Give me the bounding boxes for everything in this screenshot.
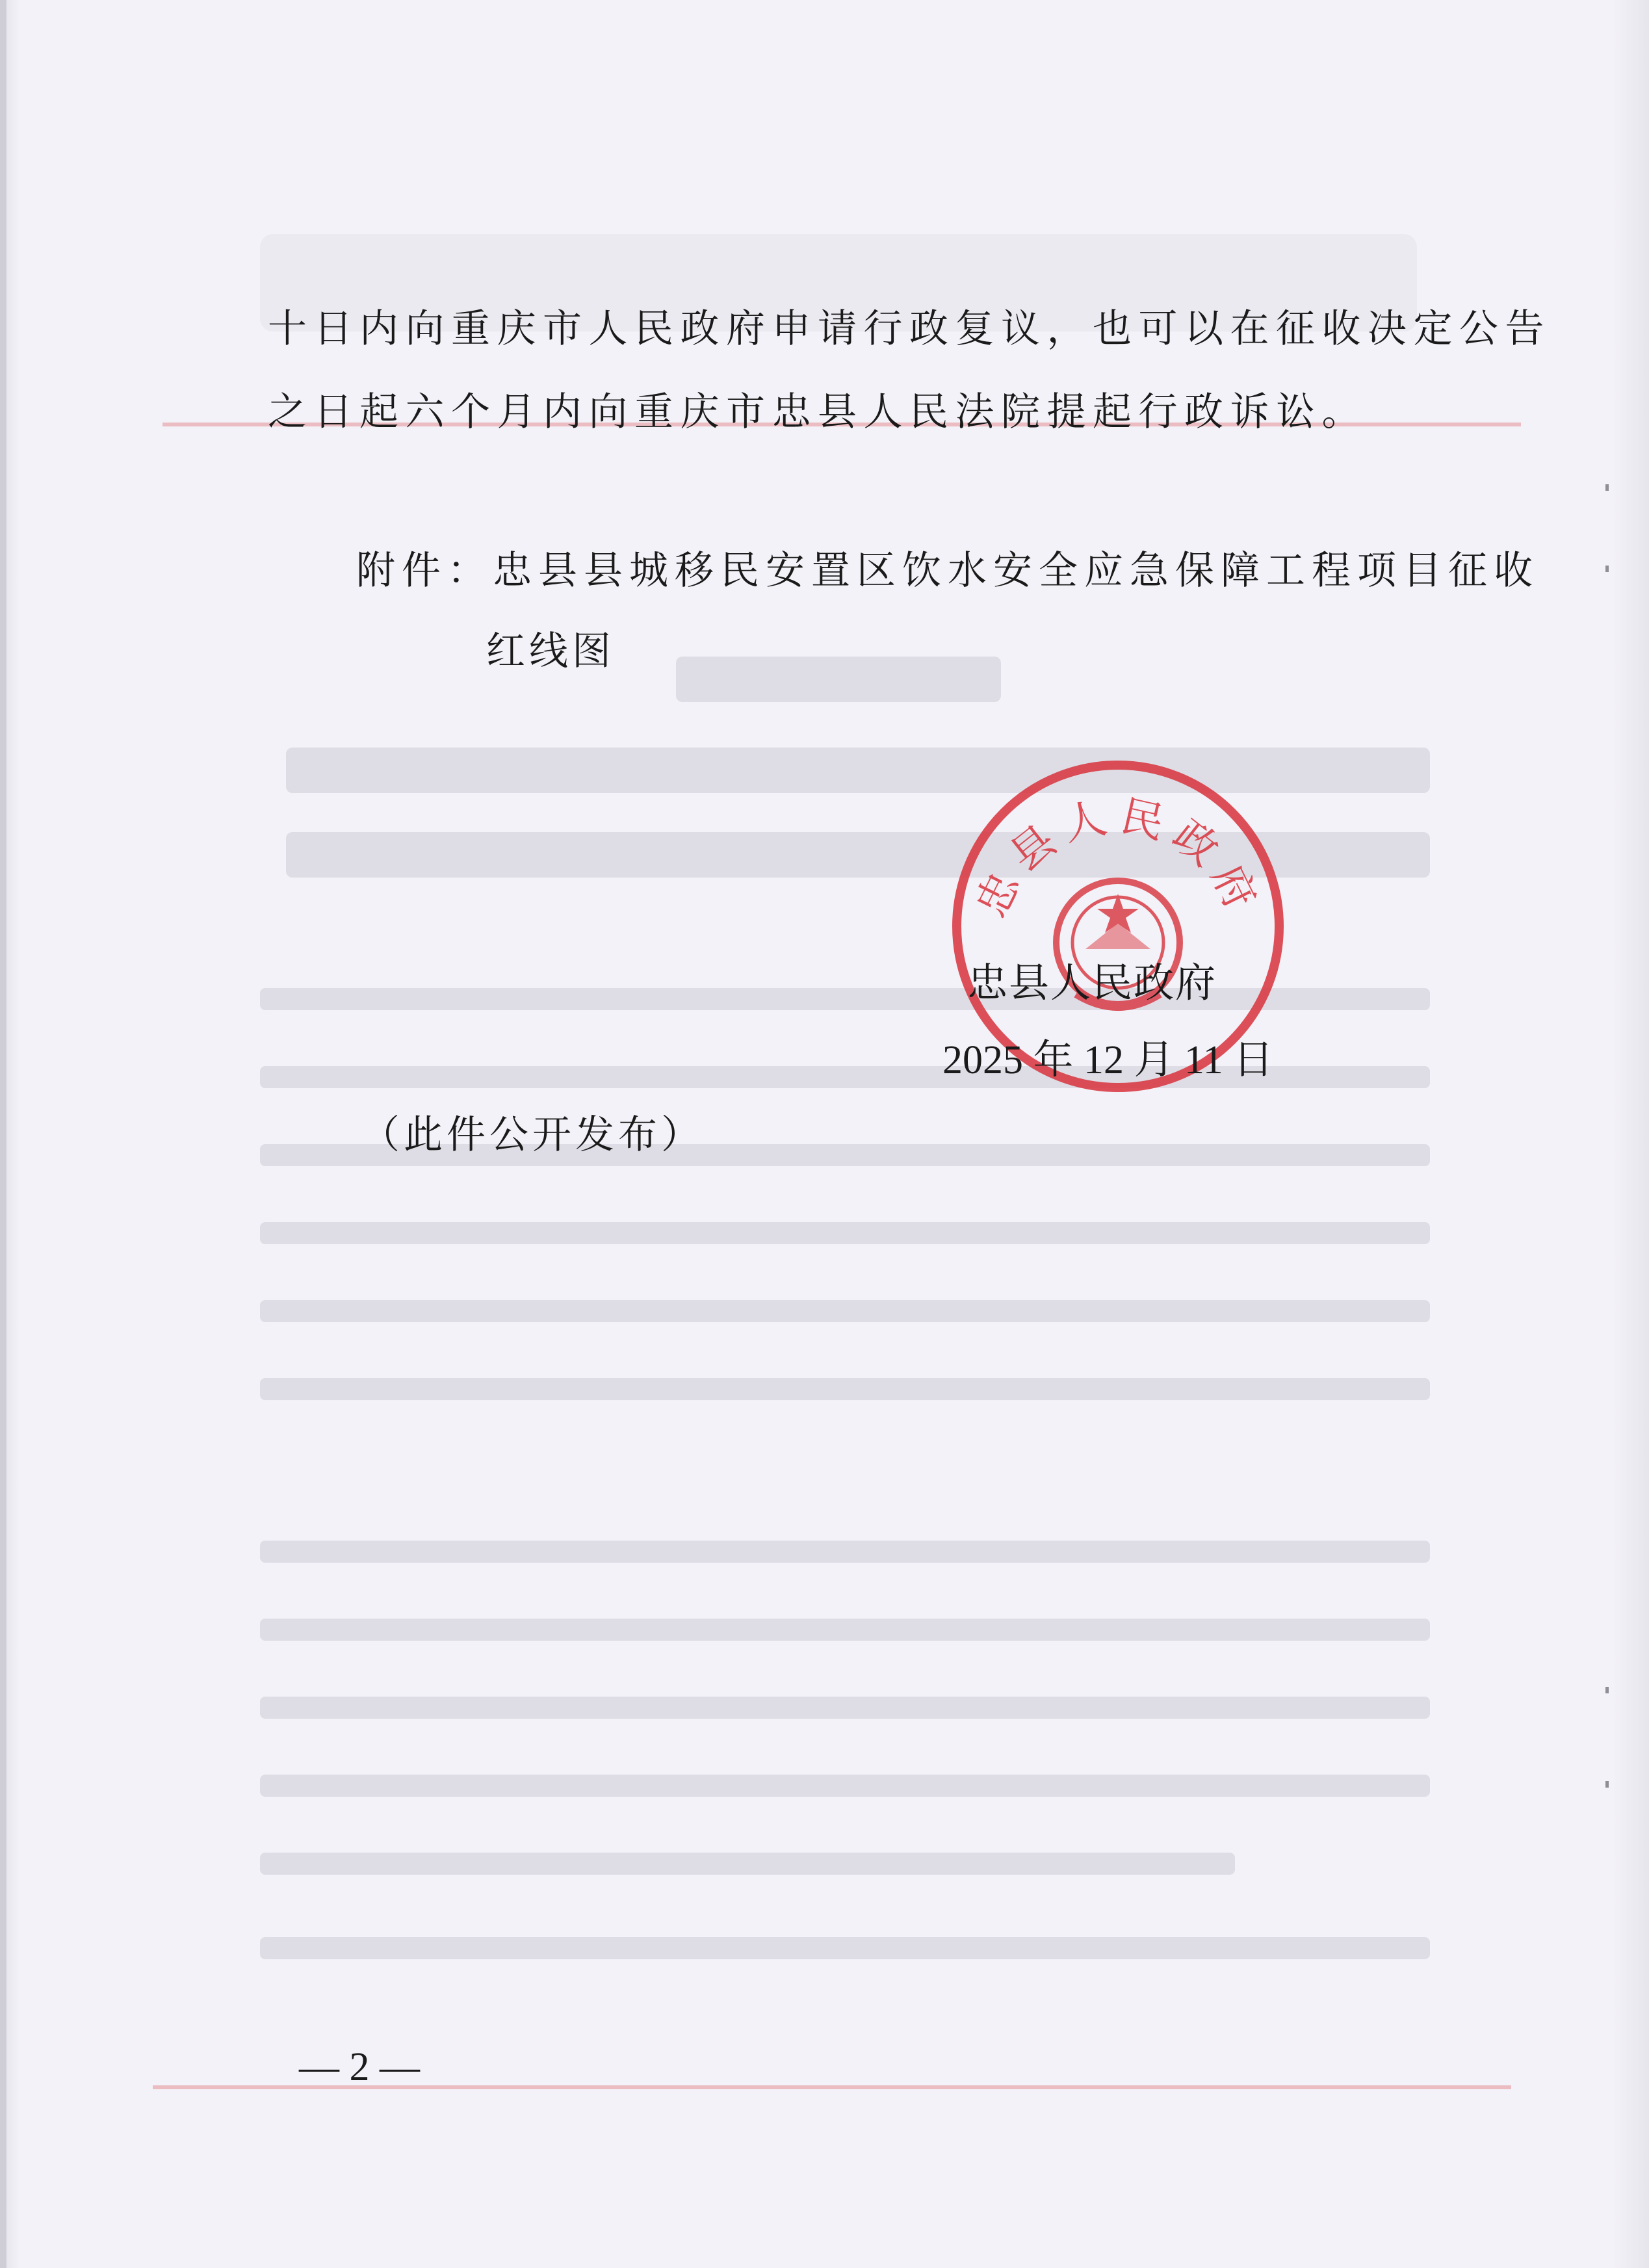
publication-note: （此件公开发布） (361, 1112, 704, 1158)
page-number: — 2 — (299, 2045, 420, 2089)
scan-speck (1605, 1687, 1609, 1693)
scan-speck (1605, 484, 1609, 491)
attachment-line: 附件：忠县县城移民安置区饮水安全应急保障工程项目征收 (356, 548, 1539, 593)
scan-speck (1605, 1781, 1609, 1788)
scan-speck (1605, 566, 1609, 572)
issuer-name: 忠县人民政府 (967, 959, 1217, 1006)
issue-date: 2025 年 12 月 11 日 (942, 1038, 1274, 1082)
attachment-line: 红线图 (486, 629, 615, 674)
seal-arc-text: 忠县人民政府 (966, 790, 1270, 926)
body-paragraph-line: 十日内向重庆市人民政府申请行政复议，也可以在征收决定公告 (268, 306, 1551, 352)
body-paragraph-line: 之日起六个月内向重庆市忠县人民法院提起行政诉讼。 (268, 389, 1368, 435)
